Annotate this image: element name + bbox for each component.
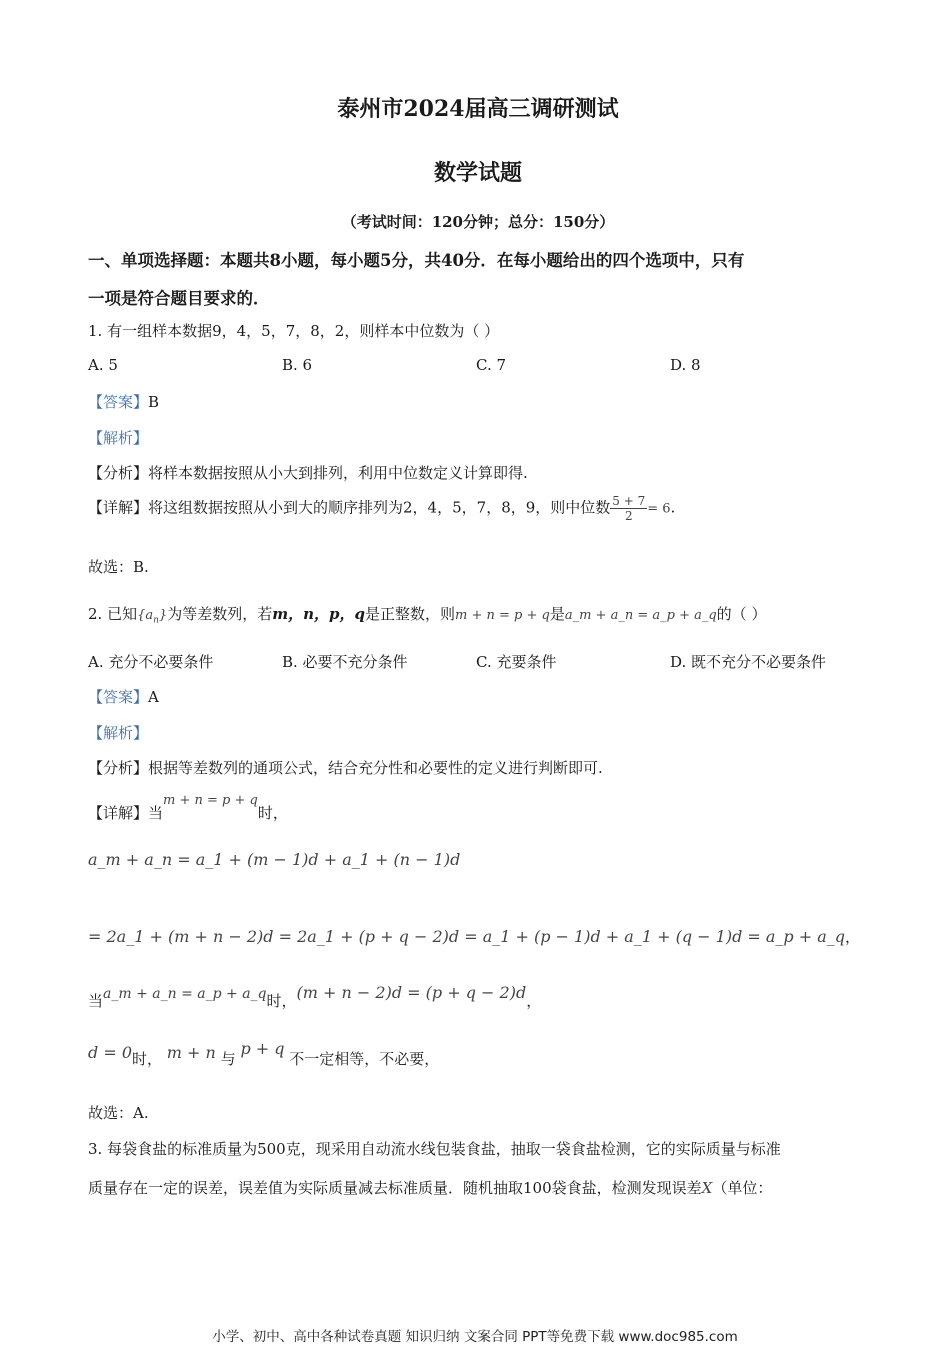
q2-answer-row <box>88 686 159 707</box>
q2-xiangjie-condition: m + n = p + q <box>163 793 258 808</box>
q1-option-d: D. 8 <box>670 356 701 374</box>
section-heading-line1: 一、单项选择题：本题共8小题，每小题5分，共40分．在每小题给出的四个选项中，只有 <box>88 251 745 270</box>
exam-time-note: （考试时间：120分钟；总分：150分） <box>341 213 615 231</box>
q1-answer-row <box>88 391 159 412</box>
q2-xiangjie-row: 【详解】当m + n = p + q时， <box>88 793 288 822</box>
p-plus-q: p + q <box>240 1039 285 1058</box>
median-fraction: $\frac{5 + 7}{2}$ <box>612 494 646 523</box>
q1-conclusion: 故选：B. <box>88 558 149 576</box>
section-heading-line2: 一项是符合题目要求的． <box>88 289 270 308</box>
fenxi-tag: 【分析】 <box>88 464 149 482</box>
xiangjie-tag: 【详解】 <box>88 498 149 517</box>
q1-xiangjie-text: 将这组数据按照从小到大的顺序排列为2，4，5，7，8，9，则中位数 <box>148 498 611 517</box>
answer-tag: 【答案】 <box>88 688 149 706</box>
q1-option-c: C. 7 <box>476 356 507 374</box>
q2-stem: 2. 已知$\{a_n\}$为等差数列，若m，n，p，q是正整数，则m + n = p + q是a_m + a_n = a_p + a_q的（ ） <box>88 605 767 626</box>
q3-line2: 质量存在一定的误差，误差值为实际质量减去标准质量．随机抽取100袋食盐，检测发现误差X（单位： <box>88 1179 773 1197</box>
q2-condition-1: m + n = p + q <box>455 608 550 623</box>
d-equals-zero: d = 0 <box>88 1043 132 1062</box>
q2-fenxi-row <box>88 757 603 778</box>
fenxi-tag: 【分析】 <box>88 759 149 777</box>
q2-option-c: C. 充要条件 <box>476 653 557 671</box>
answer-tag: 【答案】 <box>88 393 149 411</box>
sequence-notation: $\{a_n\}$ <box>137 608 168 626</box>
q2-conclusion: 故选：A. <box>88 1104 149 1122</box>
equation-line-2-row: = 2a_1 + (m + n − 2)d = 2a_1 + (p + q − 2)d = a_1 + (p − 1)d + a_1 + (q − 1)d = a_p + a_q， <box>88 927 861 946</box>
q2-option-a: A. 充分不必要条件 <box>88 653 214 671</box>
q1-answer: B <box>148 393 160 411</box>
q2-line3-condition: a_m + a_n = a_p + a_q <box>103 986 267 1002</box>
q1-fenxi-row <box>88 462 528 483</box>
variable-x: X <box>701 1179 713 1197</box>
q2-option-d: D. 既不充分不必要条件 <box>670 653 827 671</box>
q2-option-b: B. 必要不充分条件 <box>282 653 408 671</box>
q1-fenxi-text: 将样本数据按照从小大到排列，利用中位数定义计算即得. <box>148 464 528 482</box>
equation-line-2: = 2a_1 + (m + n − 2)d = 2a_1 + (p + q − 2)d = a_1 + (p − 1)d + a_1 + (q − 1)d = a_p + a_q <box>88 927 846 946</box>
q2-variables: m，n，p，q <box>272 605 365 623</box>
q1-stem: 1. 有一组样本数据9，4，5，7，8，2，则样本中位数为（ ） <box>88 322 500 340</box>
q2-line3-equation: (m + n − 2)d = (p + q − 2)d <box>296 983 527 1002</box>
q1-option-b: B. 6 <box>282 356 313 374</box>
q2-answer: A <box>148 688 159 706</box>
median-result: = 6 <box>647 501 671 517</box>
equation-line-1: a_m + a_n = a_1 + (m − 1)d + a_1 + (n − 1)d <box>88 850 461 869</box>
q2-line3: 当a_m + a_n = a_p + a_q时，(m + n − 2)d = (p + q − 2)d， <box>88 983 542 1010</box>
q2-fenxi-text: 根据等差数列的通项公式，结合充分性和必要性的定义进行判断即可. <box>148 759 603 777</box>
xiangjie-tag: 【详解】 <box>88 804 149 822</box>
m-plus-n: m + n <box>166 1043 216 1062</box>
q1-option-a: A. 5 <box>88 356 118 374</box>
q2-analysis-tag: 【解析】 <box>88 724 149 742</box>
q1-analysis-tag: 【解析】 <box>88 429 149 447</box>
q3-line1: 3. 每袋食盐的标准质量为500克，现采用自动流水线包装食盐，抽取一袋食盐检测，它的实际质量与标准 <box>88 1140 781 1158</box>
q2-line4: d = 0时， m + n 与 p + q 不一定相等，不必要， <box>88 1039 440 1068</box>
page-footer: 小学、初中、高中各种试卷真题 知识归纳 文案合同 PPT等免费下载 www.doc985.com <box>212 1329 738 1345</box>
q1-xiangjie-row: 【详解】将这组数据按照从小到大的顺序排列为2，4，5，7，8，9，则中位数 $\frac{5 + 7}{2}$ = 6. <box>88 494 676 523</box>
exam-subtitle: 数学试题 <box>433 160 522 186</box>
q2-condition-2: a_m + a_n = a_p + a_q <box>564 608 717 623</box>
exam-title: 泰州市2024届高三调研测试 <box>337 96 619 122</box>
